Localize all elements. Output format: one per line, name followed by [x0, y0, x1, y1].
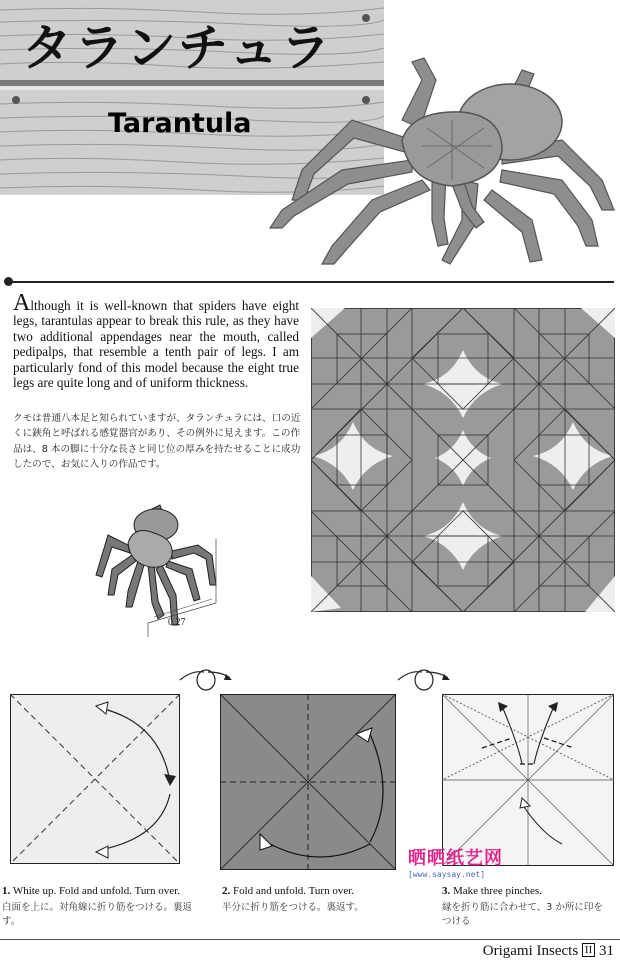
step-3-caption-japanese: 縁を折り筋に合わせて、3 か所に印をつける: [442, 902, 603, 927]
step-2-diagram: [220, 694, 396, 870]
watermark: [408, 844, 516, 879]
watermark-site-name: 晒晒纸艺网: [408, 848, 503, 869]
step-number: 1.: [2, 885, 11, 897]
step-text: White up. Fold and unfold. Turn over.: [12, 885, 180, 897]
step-number: 3.: [442, 885, 451, 897]
book-title: Origami Insects: [482, 943, 579, 959]
step-3-diagram: [442, 694, 614, 866]
ratio-label: 0.27: [168, 617, 186, 628]
title-english: Tarantula: [108, 108, 252, 139]
page-footer: [483, 943, 614, 960]
turn-over-icon: [396, 668, 452, 692]
intro-text: lthough it is well-known that spiders have eight legs, tarantulas appear to break this rule, as they have two additional appendages near the mouth, called pedipalps, that resemble a tenth pair of legs. I am particularly fond of this model because the eight true legs are quite long and of uniform thickness.: [13, 298, 299, 391]
step-text: Fold and unfold. Turn over.: [233, 885, 355, 897]
watermark-url: [www.saysay.net]: [408, 870, 486, 879]
title-japanese: タランチュラ: [22, 19, 333, 77]
intro-paragraph-japanese: クモは普通八本足と知られていますが、タランチュラには、口の近くに鋏角と呼ばれる感覚器官があり、その例外に見えます。この作品は、8 本の脚に十分な長さと同じ位の厚みを持たせることに成功したので、お気に入りの作品です。: [13, 413, 301, 470]
footer-divider: [0, 939, 620, 940]
crease-pattern: [311, 308, 615, 612]
step-1-diagram: [10, 694, 180, 864]
step-2-caption-japanese: 半分に折り筋をつける。裏返す。: [222, 902, 364, 913]
drop-cap: A: [13, 290, 31, 316]
model-proportion-diagram: [88, 495, 238, 645]
step-3-caption: [442, 884, 612, 898]
intro-paragraph-english: [13, 290, 299, 391]
tarantula-model-photo: [262, 50, 620, 275]
step-1-caption-japanese: 白面を上に。対角線に折り筋をつける。裏返す。: [2, 902, 193, 927]
step-1-caption: [2, 884, 212, 898]
step-2-caption: [222, 884, 412, 898]
turn-over-icon: [178, 668, 234, 692]
divider-line: [10, 281, 614, 283]
step-text: Make three pinches.: [453, 885, 542, 897]
volume-number: II: [582, 943, 595, 957]
page-number: 31: [599, 943, 614, 959]
step-number: 2.: [222, 885, 231, 897]
